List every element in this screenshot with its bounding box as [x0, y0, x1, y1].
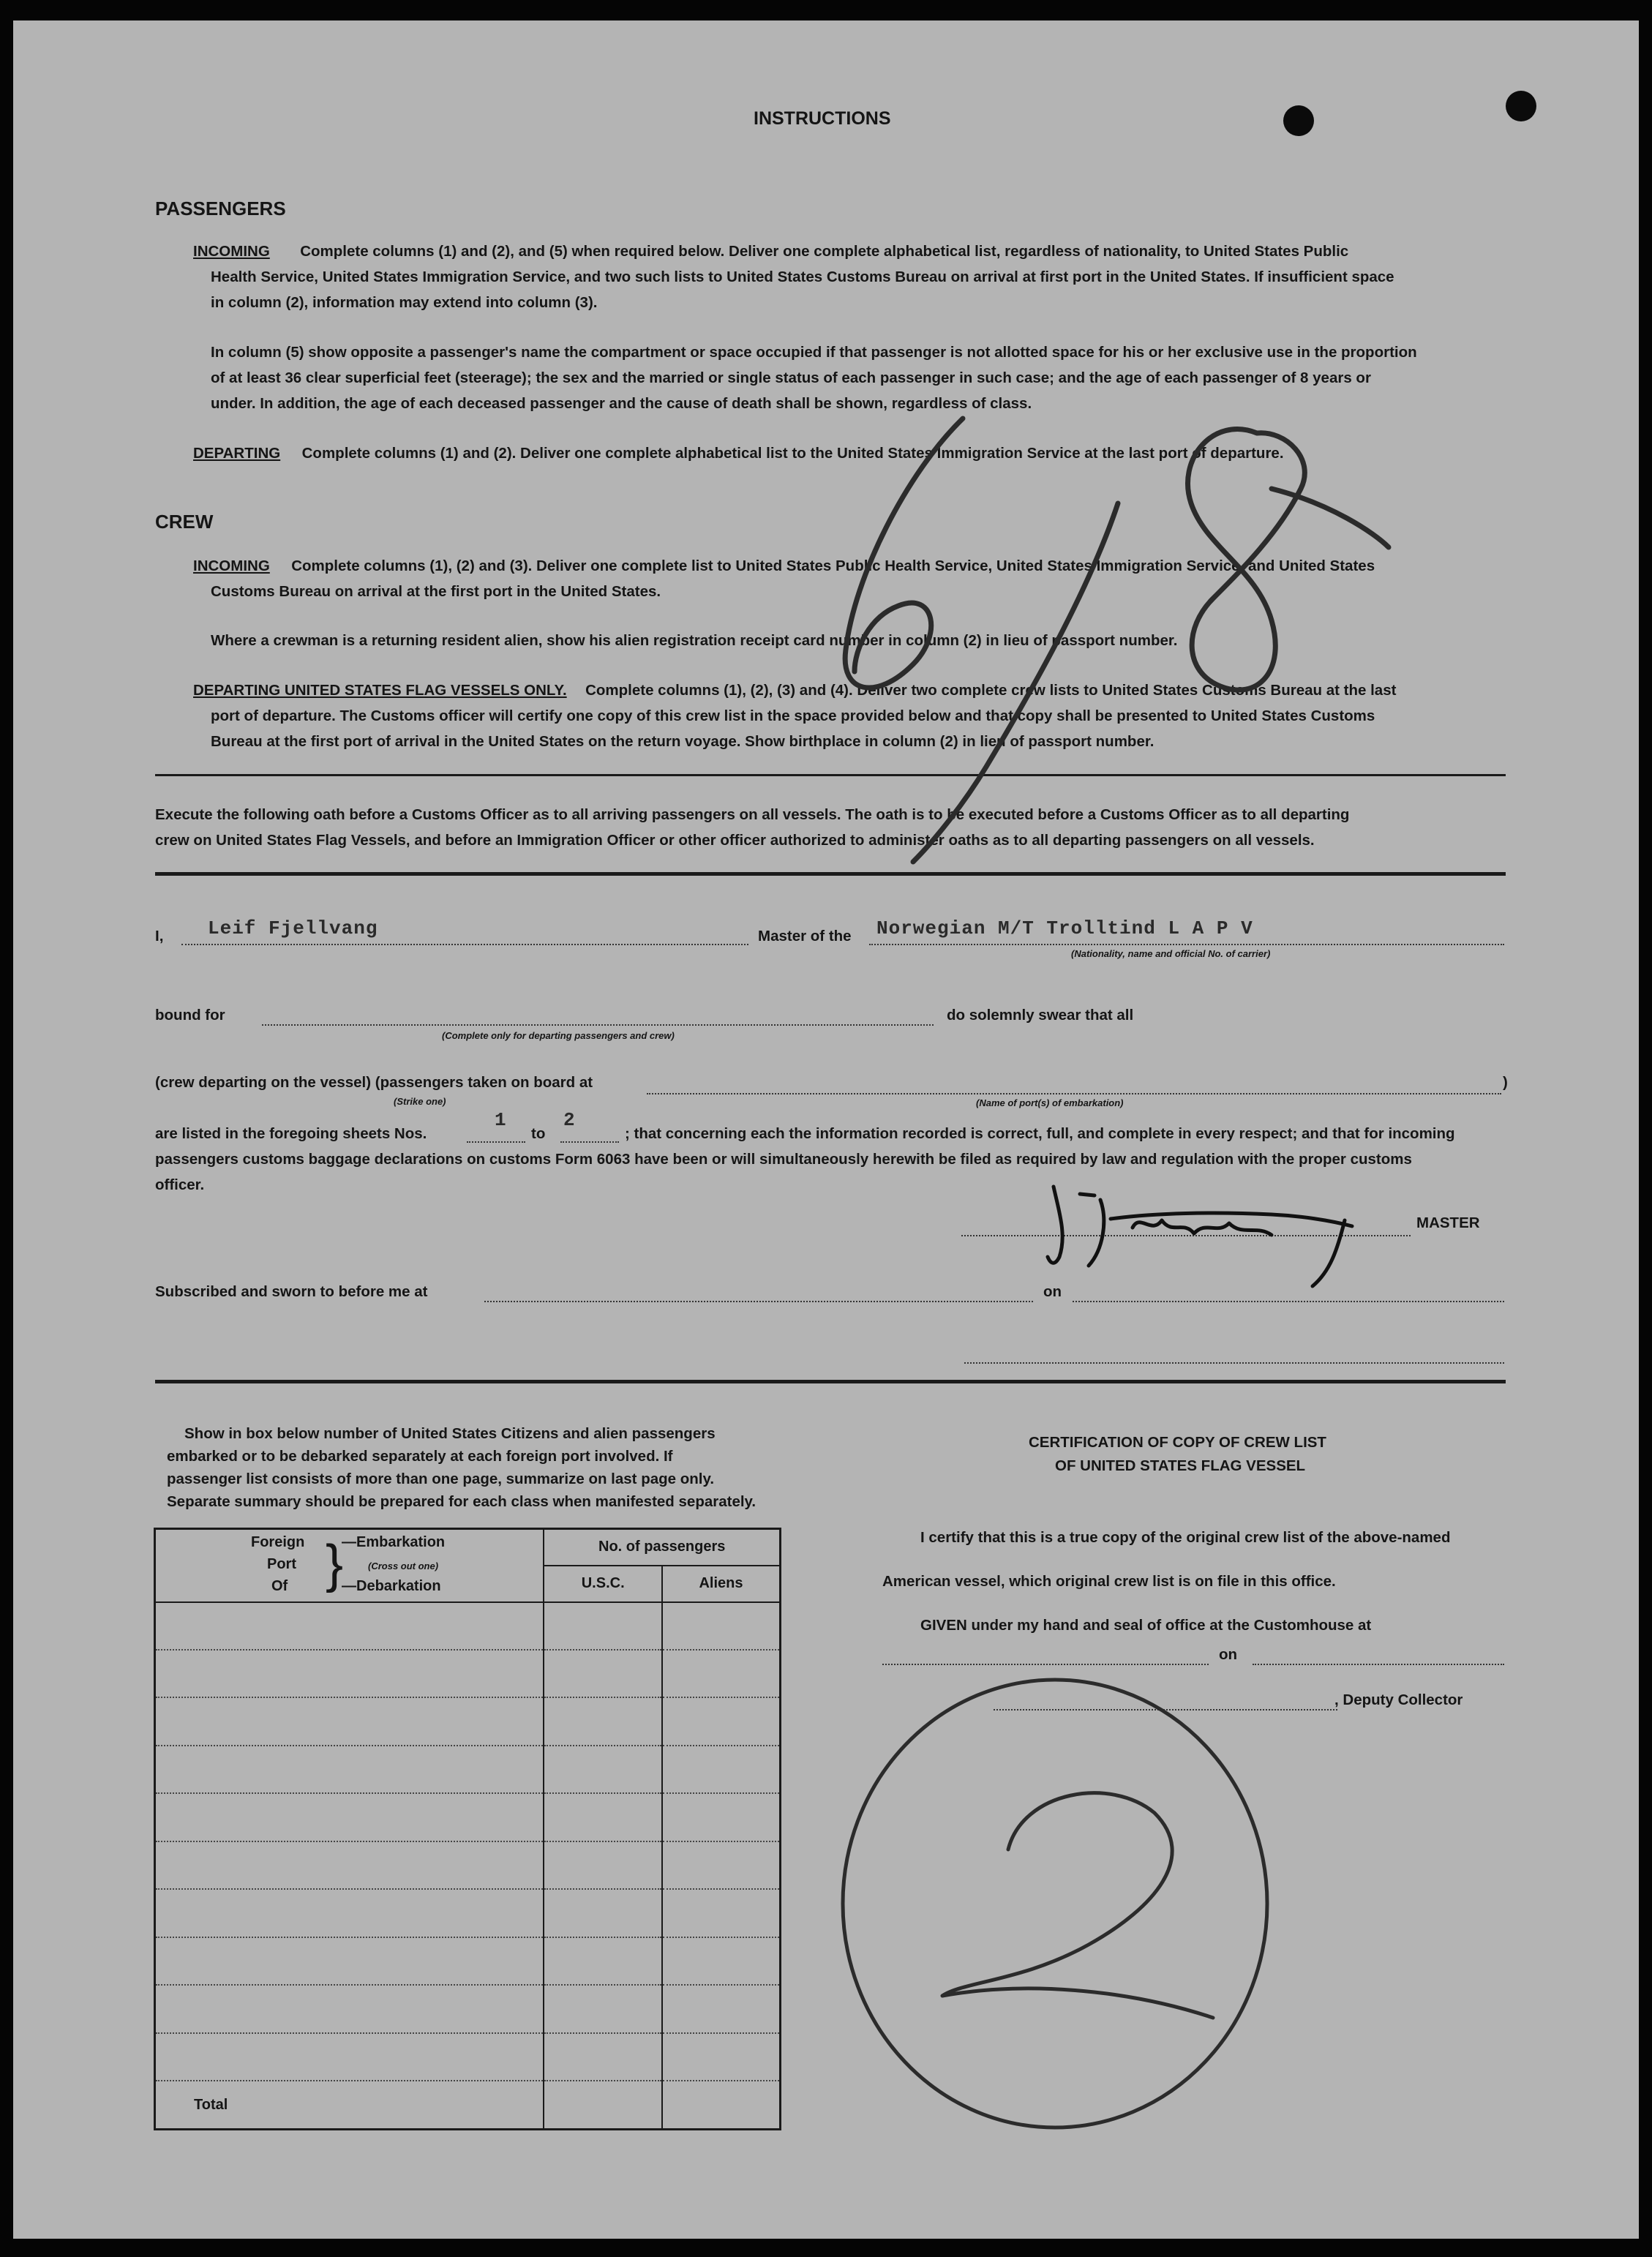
listed-label: are listed in the foregoing sheets Nos.: [155, 1125, 427, 1142]
sheet-to-value: 2: [563, 1109, 576, 1131]
crew-departing-strike-text: (crew departing on the vessel) (passengers taken on board at: [155, 1074, 593, 1091]
divider-2: [155, 872, 1506, 876]
bound-for-note: (Complete only for departing passengers and crew): [442, 1030, 675, 1041]
certification-date-line: [1253, 1664, 1504, 1665]
passengers-incoming-line-2: Health Service, United States Immigration Service, and two such lists to United States Customs Bureau on arrival at first port in the United States. If insufficient space: [211, 268, 1394, 285]
customhouse-place-line: [882, 1664, 1209, 1665]
divider-3: [155, 1380, 1506, 1383]
master-signature-mark: [1048, 1187, 1352, 1286]
table-row: [155, 1793, 781, 1841]
listed-rest: ; that concerning each the information recorded is correct, full, and complete in every respect; and that for incoming: [625, 1125, 1455, 1142]
passenger-summary-table: [154, 1528, 781, 2130]
summary-intro-line-2: embarked or to be debarked separately at each foreign port involved. If: [167, 1448, 673, 1465]
subscribed-on-label: on: [1043, 1283, 1062, 1300]
certification-title-2: OF UNITED STATES FLAG VESSEL: [1055, 1457, 1306, 1474]
vessel-value: Norwegian M/T Trolltind L A P V: [876, 917, 1253, 939]
summary-intro-line-1: Show in box below number of United States Citizens and alien passengers: [184, 1425, 716, 1442]
col-usc: U.S.C.: [544, 1566, 662, 1602]
crew-incoming-label: INCOMING: [193, 557, 270, 574]
ports-close-paren: ): [1503, 1074, 1508, 1091]
master-name-line: [181, 944, 748, 945]
embarkation-label: —Embarkation: [342, 1534, 446, 1550]
col-of: Of: [271, 1578, 288, 1594]
sheet-from-value: 1: [495, 1109, 507, 1131]
debarkation-label: —Debarkation: [342, 1578, 441, 1594]
crew-departing-line-3: Bureau at the first port of arrival in the United States on the return voyage. Show birthplace in column (2) in lieu of passport number.: [211, 733, 1154, 750]
passengers-incoming-block: [193, 239, 1348, 264]
col-foreign: Foreign: [251, 1534, 305, 1550]
column5-line-2: of at least 36 clear superficial feet (steerage); the sex and the married or single status of each passenger in such case; and the age of each passenger of 8 years or: [211, 369, 1371, 386]
circled-number-2-mark: [843, 1680, 1267, 2128]
crew-heading: CREW: [155, 511, 214, 533]
sheet-to-line: [560, 1141, 619, 1143]
master-label: MASTER: [1416, 1214, 1480, 1231]
table-row: [155, 1746, 781, 1793]
passengers-incoming-label: INCOMING: [193, 243, 270, 260]
subscribed-date-line: [1073, 1301, 1504, 1302]
total-label: Total: [155, 2081, 544, 2129]
crew-incoming-line-1: Complete columns (1), (2) and (3). Deliver one complete list to United States Public Health Service, United States Immigration Service, and United States: [291, 557, 1375, 574]
foreign-port-header: [155, 1529, 544, 1602]
ports-note: (Name of port(s) of embarkation): [976, 1097, 1124, 1108]
swear-text: do solemnly swear that all: [947, 1007, 1134, 1024]
crew-list-form-page: [13, 20, 1639, 2239]
table-row: [155, 1985, 781, 2032]
to-label: to: [531, 1125, 546, 1142]
punch-hole-left: [1283, 105, 1314, 136]
crew-incoming-block: [193, 553, 1375, 579]
table-row: [155, 1937, 781, 1985]
table-row: [155, 1650, 781, 1697]
passengers-incoming-line-1: Complete columns (1) and (2), and (5) when required below. Deliver one complete alphabetical list, regardless of nationality, to United States Public: [300, 243, 1349, 260]
brace-icon: }: [326, 1535, 344, 1593]
crew-departing-block: [193, 677, 1396, 703]
certification-line-2: American vessel, which original crew list is on file in this office.: [882, 1573, 1336, 1590]
ports-line: [647, 1093, 1501, 1094]
vessel-note: (Nationality, name and official No. of carrier): [1071, 948, 1271, 959]
oath-intro-line-2: crew on United States Flag Vessels, and before an Immigration Officer or other officer authorized to administer oaths as to all departing passengers on all vessels.: [155, 832, 1315, 849]
officer-signature-line: [964, 1362, 1504, 1364]
table-row: [155, 1697, 781, 1745]
deputy-collector-label: , Deputy Collector: [1334, 1691, 1463, 1708]
column5-line-3: under. In addition, the age of each deceased passenger and the cause of death shall be shown, regardless of class.: [211, 395, 1032, 412]
strike-one-note: (Strike one): [394, 1096, 446, 1107]
instructions-title: INSTRUCTIONS: [754, 108, 891, 129]
crew-departing-label: DEPARTING UNITED STATES FLAG VESSELS ONLY.: [193, 682, 567, 699]
certification-line-1: I certify that this is a true copy of the original crew list of the above-named: [920, 1529, 1451, 1546]
col-port: Port: [267, 1556, 296, 1572]
listed-line-3: officer.: [155, 1176, 205, 1193]
table-row: [155, 1841, 781, 1889]
vessel-line: [869, 944, 1504, 945]
crew-departing-line-2: port of departure. The Customs officer will certify one copy of this crew list in the space provided below and that copy shall be presented to United States Customs: [211, 707, 1375, 724]
cross-out-note: (Cross out one): [368, 1561, 439, 1571]
circled-number-text: [1052, 1893, 1053, 1894]
table-row: [155, 1889, 781, 1937]
summary-intro-line-4: Separate summary should be prepared for each class when manifested separately.: [167, 1493, 756, 1510]
punch-hole-right: [1506, 91, 1536, 121]
crew-departing-line-1: Complete columns (1), (2), (3) and (4). Deliver two complete crew lists to United States Customs Bureau at the last: [585, 682, 1397, 699]
passengers-heading: PASSENGERS: [155, 198, 286, 219]
deputy-collector-line: [994, 1709, 1337, 1710]
certification-title-1: CERTIFICATION OF COPY OF CREW LIST: [1029, 1434, 1326, 1451]
oath-intro-line-1: Execute the following oath before a Customs Officer as to all arriving passengers on all vessels. The oath is to be executed before a Customs Officer as to all departing: [155, 806, 1350, 823]
master-name-value: Leif Fjellvang: [208, 917, 378, 939]
crew-resident-alien-text: Where a crewman is a returning resident alien, show his alien registration receipt card number in column (2) in lieu of passport number.: [211, 632, 1178, 649]
certification-line-3: GIVEN under my hand and seal of office at the Customhouse at: [920, 1617, 1372, 1634]
col-passengers: No. of passengers: [544, 1529, 780, 1566]
column5-line-1: In column (5) show opposite a passenger's name the compartment or space occupied if that passenger is not allotted space for his or her exclusive use in the proportion: [211, 344, 1417, 361]
sheet-from-line: [467, 1141, 525, 1143]
total-row: [155, 2081, 781, 2129]
bound-for-label: bound for: [155, 1007, 225, 1024]
bound-for-line: [262, 1024, 934, 1026]
summary-intro-line-3: passenger list consists of more than one page, summarize on last page only.: [167, 1471, 715, 1487]
subscribed-place-line: [484, 1301, 1033, 1302]
divider-1: [155, 774, 1506, 776]
subscribed-label: Subscribed and sworn to before me at: [155, 1283, 428, 1300]
passengers-departing-block: [193, 440, 1284, 466]
listed-line-2: passengers customs baggage declarations on customs Form 6063 have been or will simultaneously herewith be filed as required by law and regulation with the proper customs: [155, 1151, 1412, 1168]
col-aliens: Aliens: [662, 1566, 781, 1602]
table-row: [155, 1602, 781, 1650]
master-of-label: Master of the: [758, 928, 852, 945]
oath-i-label: I,: [155, 928, 164, 945]
crew-incoming-line-2: Customs Bureau on arrival at the first port in the United States.: [211, 583, 661, 600]
passengers-incoming-line-3: in column (2), information may extend into column (3).: [211, 294, 598, 311]
table-row: [155, 2033, 781, 2081]
passengers-departing-label: DEPARTING: [193, 445, 281, 462]
passengers-departing-text: Complete columns (1) and (2). Deliver one complete alphabetical list to the United States Immigration Service at the last port of departure.: [301, 445, 1284, 462]
master-signature-line: [961, 1235, 1411, 1236]
certification-on-label: on: [1219, 1646, 1238, 1663]
